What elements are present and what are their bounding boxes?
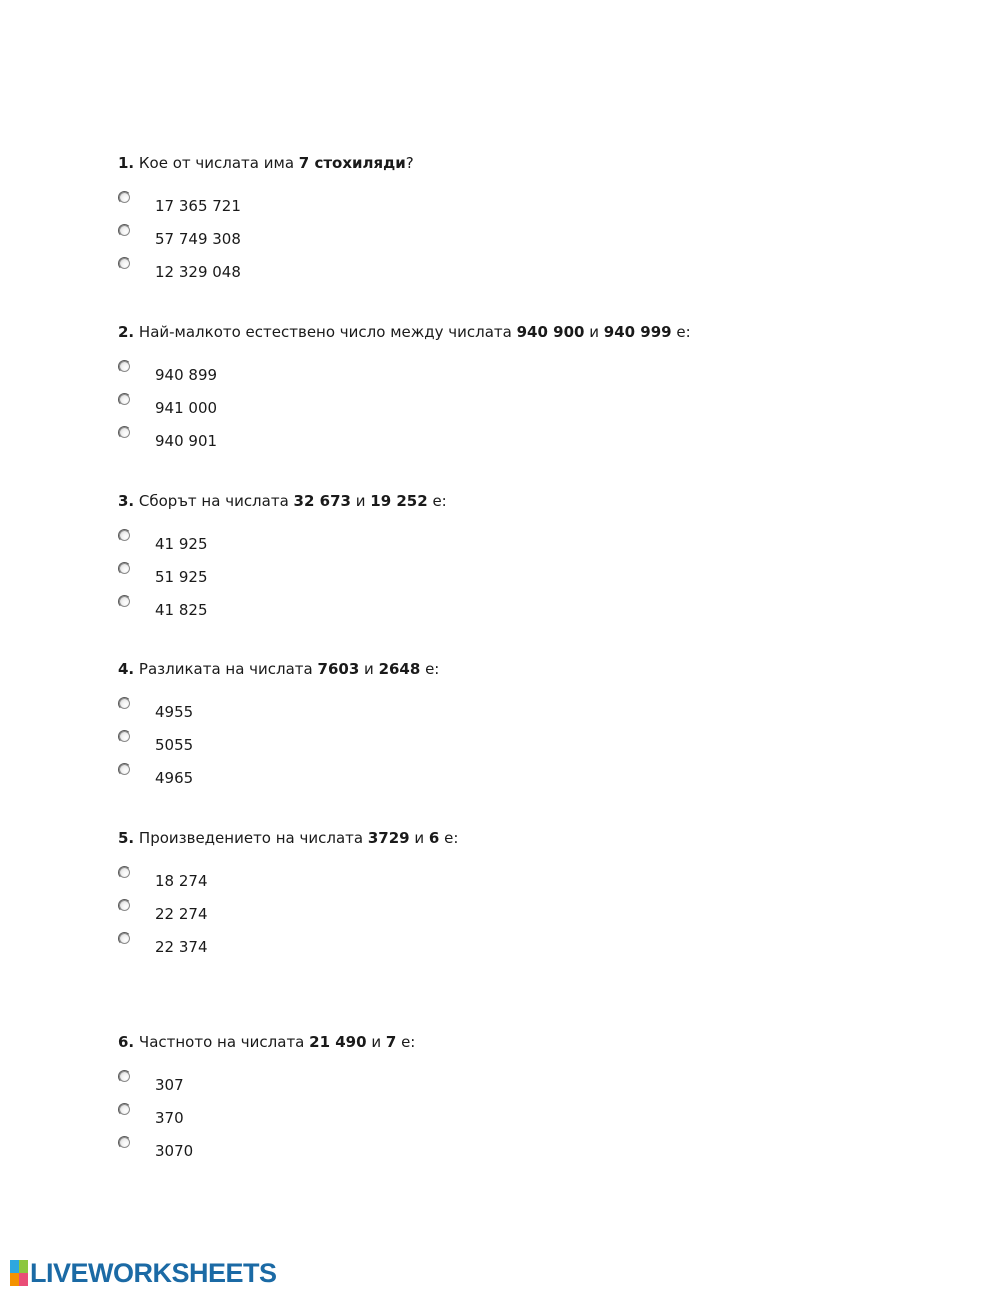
radio-button[interactable] — [119, 394, 130, 405]
question-emphasis: 21 490 — [309, 1033, 367, 1051]
answer-label[interactable]: 941 000 — [155, 399, 218, 417]
radio-button[interactable] — [119, 596, 130, 607]
question-emphasis: 940 900 — [516, 323, 585, 341]
question-emphasis: 6 — [428, 829, 440, 847]
radio-button[interactable] — [119, 427, 130, 438]
answer-label[interactable]: 307 — [155, 1076, 184, 1094]
question-emphasis: 940 999 — [603, 323, 672, 341]
radio-button[interactable] — [119, 258, 130, 269]
answer-label[interactable]: 3070 — [155, 1142, 194, 1160]
question-fragment: и — [584, 323, 604, 341]
answer-label[interactable]: 57 749 308 — [155, 230, 241, 248]
radio-button[interactable] — [119, 1137, 130, 1148]
question-fragment: Разликата на числата — [134, 660, 318, 678]
radio-button[interactable] — [119, 1071, 130, 1082]
question-emphasis: 7 стохиляди — [298, 154, 406, 172]
answer-label[interactable]: 51 925 — [155, 568, 208, 586]
radio-button[interactable] — [119, 764, 130, 775]
question-1 — [118, 153, 918, 281]
question-fragment: Частното на числата — [134, 1033, 310, 1051]
radio-button[interactable] — [119, 563, 130, 574]
answer-label[interactable]: 4965 — [155, 769, 194, 787]
answer-label[interactable]: 18 274 — [155, 872, 208, 890]
answer-label[interactable]: 940 899 — [155, 366, 218, 384]
question-4 — [118, 659, 918, 787]
question-emphasis: 7603 — [317, 660, 360, 678]
question-fragment: и — [350, 492, 371, 510]
question-fragment: Произведението на числата — [134, 829, 368, 847]
answer-label[interactable]: 17 365 721 — [155, 197, 241, 215]
answer-label[interactable]: 4955 — [155, 703, 194, 721]
question-text — [118, 322, 918, 342]
question-fragment: Най-малкото естествено число между числата — [134, 323, 517, 341]
question-number: 3. — [118, 492, 135, 510]
radio-button[interactable] — [119, 192, 130, 203]
question-fragment: е: — [396, 1033, 416, 1051]
question-fragment: и — [366, 1033, 386, 1051]
question-fragment: е: — [427, 492, 447, 510]
question-fragment: и — [359, 660, 379, 678]
question-text — [118, 828, 918, 848]
question-emphasis: 32 673 — [293, 492, 351, 510]
answer-label[interactable]: 12 329 048 — [155, 263, 241, 281]
question-number: 1. — [118, 154, 135, 172]
radio-button[interactable] — [119, 933, 130, 944]
question-fragment: и — [409, 829, 429, 847]
radio-button[interactable] — [119, 698, 130, 709]
answer-label[interactable]: 41 925 — [155, 535, 208, 553]
answer-label[interactable]: 5055 — [155, 736, 194, 754]
liveworksheets-logo — [10, 1259, 277, 1287]
question-3 — [118, 491, 918, 619]
question-number: 5. — [118, 829, 135, 847]
question-emphasis: 3729 — [367, 829, 410, 847]
answer-label[interactable]: 22 374 — [155, 938, 208, 956]
logo-text: LIVEWORKSHEETS — [30, 1258, 277, 1288]
question-emphasis: 19 252 — [370, 492, 428, 510]
radio-button[interactable] — [119, 225, 130, 236]
question-emphasis: 2648 — [378, 660, 421, 678]
answer-label[interactable]: 940 901 — [155, 432, 218, 450]
radio-button[interactable] — [119, 900, 130, 911]
question-text — [118, 491, 918, 511]
answer-label[interactable]: 41 825 — [155, 601, 208, 619]
radio-button[interactable] — [119, 530, 130, 541]
question-fragment: е: — [671, 323, 691, 341]
radio-button[interactable] — [119, 1104, 130, 1115]
radio-button[interactable] — [119, 361, 130, 372]
question-fragment: е: — [420, 660, 440, 678]
question-number: 4. — [118, 660, 135, 678]
question-5 — [118, 828, 918, 956]
question-emphasis: 7 — [385, 1033, 397, 1051]
question-number: 6. — [118, 1033, 135, 1051]
radio-button[interactable] — [119, 731, 130, 742]
question-text — [118, 1032, 918, 1052]
question-fragment: Сборът на числата — [134, 492, 294, 510]
question-text — [118, 153, 918, 173]
question-fragment: ? — [405, 154, 414, 172]
answer-label[interactable]: 22 274 — [155, 905, 208, 923]
question-6 — [118, 1032, 918, 1160]
question-number: 2. — [118, 323, 135, 341]
answer-label[interactable]: 370 — [155, 1109, 184, 1127]
question-fragment: Кое от числата има — [134, 154, 299, 172]
liveworksheets-logo-icon — [10, 1260, 28, 1286]
question-2 — [118, 322, 918, 450]
radio-button[interactable] — [119, 867, 130, 878]
question-fragment: е: — [439, 829, 459, 847]
question-text — [118, 659, 918, 679]
